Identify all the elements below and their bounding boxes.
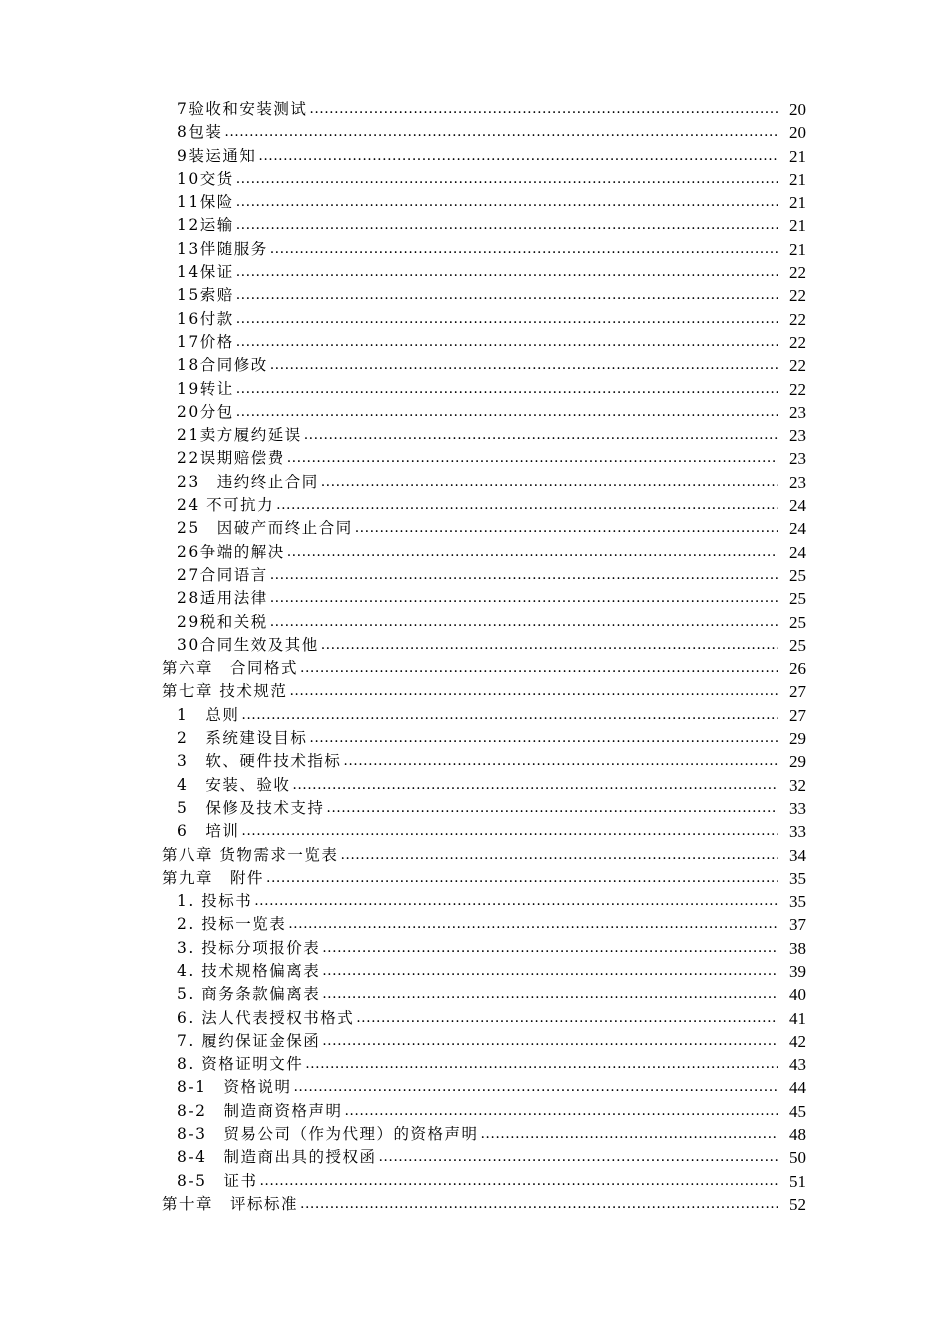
toc-entry-title: 第八章 货物需求一览表 [162, 845, 339, 864]
toc-entry[interactable] [0, 937, 950, 960]
toc-entry[interactable] [0, 797, 950, 820]
toc-entry-title: 第九章 附件 [162, 868, 265, 887]
dot-leader [304, 424, 778, 447]
dot-leader [270, 354, 778, 377]
toc-entry[interactable] [0, 284, 950, 307]
dot-leader [259, 1170, 778, 1193]
toc-entry-title: 5. 商务条款偏离表 [177, 985, 321, 1004]
dot-leader [340, 844, 778, 867]
toc-entry-title: 13伴随服务 [177, 239, 268, 258]
toc-entry-page: 21 [780, 238, 806, 261]
toc-entry-page: 26 [780, 657, 806, 680]
toc-entry[interactable] [0, 727, 950, 750]
toc-entry[interactable] [0, 121, 950, 144]
toc-entry-page: 29 [780, 727, 806, 750]
toc-entry-page: 21 [780, 214, 806, 237]
toc-entry-title: 26争端的解决 [177, 542, 285, 561]
dot-leader [343, 750, 778, 773]
dot-leader [276, 494, 778, 517]
toc-entry-title: 8-5 证书 [177, 1171, 258, 1190]
dot-leader [236, 378, 778, 401]
dot-leader [241, 820, 778, 843]
toc-entry[interactable] [0, 704, 950, 727]
toc-entry[interactable] [0, 1193, 950, 1216]
toc-entry-title: 第七章 技术规范 [162, 682, 288, 701]
toc-entry[interactable] [0, 564, 950, 587]
toc-entry-title: 25 因破产而终止合同 [177, 519, 353, 538]
toc-entry-title: 8-1 资格说明 [177, 1078, 292, 1097]
dot-leader [236, 401, 778, 424]
toc-entry[interactable] [0, 1170, 950, 1193]
toc-entry[interactable] [0, 238, 950, 261]
toc-entry-page: 33 [780, 797, 806, 820]
toc-entry[interactable] [0, 214, 950, 237]
dot-leader [480, 1123, 778, 1146]
dot-leader [224, 121, 778, 144]
toc-entry-page: 23 [780, 447, 806, 470]
toc-entry[interactable] [0, 145, 950, 168]
toc-entry-title: 16付款 [177, 309, 234, 328]
toc-entry-page: 27 [780, 704, 806, 727]
dot-leader [236, 308, 778, 331]
toc-entry-page: 40 [780, 983, 806, 1006]
toc-entry-title: 12运输 [177, 216, 234, 235]
dot-leader [321, 471, 778, 494]
toc-entry-page: 27 [780, 680, 806, 703]
toc-entry-page: 48 [780, 1123, 806, 1146]
dot-leader [355, 517, 778, 540]
dot-leader [287, 447, 778, 470]
dot-leader [305, 1053, 778, 1076]
toc-entry-page: 24 [780, 494, 806, 517]
toc-entry-page: 21 [780, 145, 806, 168]
dot-leader [300, 657, 778, 680]
dot-leader [309, 727, 778, 750]
dot-leader [270, 564, 778, 587]
dot-leader [236, 261, 778, 284]
dot-leader [322, 937, 778, 960]
toc-entry[interactable] [0, 331, 950, 354]
toc-entry-page: 52 [780, 1193, 806, 1216]
toc-entry-title: 24 不可抗力 [177, 496, 275, 515]
toc-entry[interactable] [0, 517, 950, 540]
toc-entry-page: 39 [780, 960, 806, 983]
toc-entry-page: 32 [780, 774, 806, 797]
toc-entry-title: 第六章 合同格式 [162, 659, 299, 678]
toc-entry-page: 20 [780, 121, 806, 144]
toc-entry-title: 27合同语言 [177, 565, 268, 584]
toc-entry[interactable] [0, 657, 950, 680]
toc-entry-page: 21 [780, 168, 806, 191]
dot-leader [322, 960, 778, 983]
toc-entry-page: 51 [780, 1170, 806, 1193]
toc-entry[interactable] [0, 378, 950, 401]
toc-entry[interactable] [0, 634, 950, 657]
toc-entry-title: 3 软、硬件技术指标 [177, 752, 342, 771]
toc-entry-title: 5 保修及技术支持 [177, 798, 325, 817]
toc-entry-page: 22 [780, 331, 806, 354]
toc-entry-title: 2. 投标一览表 [177, 915, 287, 934]
dot-leader [344, 1100, 778, 1123]
toc-entry-page: 23 [780, 471, 806, 494]
toc-entry-title: 29税和关税 [177, 612, 268, 631]
toc-entry-page: 23 [780, 401, 806, 424]
toc-entry-title: 15索赔 [177, 286, 234, 305]
toc-entry-title: 4 安装、验收 [177, 775, 291, 794]
toc-entry-page: 50 [780, 1146, 806, 1169]
toc-entry-title: 2 系统建设目标 [177, 729, 308, 748]
dot-leader [292, 774, 778, 797]
toc-entry-page: 45 [780, 1100, 806, 1123]
toc-entry[interactable] [0, 820, 950, 843]
toc-entry-title: 1 总则 [177, 705, 240, 724]
toc-entry[interactable] [0, 191, 950, 214]
toc-entry-page: 25 [780, 634, 806, 657]
toc-entry-page: 35 [780, 890, 806, 913]
toc-entry[interactable] [0, 680, 950, 703]
dot-leader [288, 913, 778, 936]
toc-entry-title: 8包装 [177, 123, 223, 142]
toc-entry-page: 21 [780, 191, 806, 214]
toc-entry-title: 9装运通知 [177, 146, 257, 165]
toc-entry-page: 22 [780, 261, 806, 284]
toc-entry-title: 第十章 评标标准 [162, 1194, 299, 1213]
dot-leader [236, 168, 778, 191]
toc-entry-title: 8-3 贸易公司（作为代理）的资格声明 [177, 1125, 479, 1144]
dot-leader [254, 890, 778, 913]
toc-entry[interactable] [0, 261, 950, 284]
toc-entry[interactable] [0, 541, 950, 564]
toc-entry-title: 19转让 [177, 379, 234, 398]
dot-leader [270, 587, 778, 610]
dot-leader [378, 1146, 778, 1169]
toc-entry-page: 33 [780, 820, 806, 843]
toc-entry[interactable] [0, 424, 950, 447]
toc-entry-page: 38 [780, 937, 806, 960]
toc-entry-title: 6 培训 [177, 822, 240, 841]
toc-entry[interactable] [0, 308, 950, 331]
toc-entry-page: 24 [780, 541, 806, 564]
toc-entry-title: 11保险 [177, 193, 234, 212]
toc-entry-page: 35 [780, 867, 806, 890]
toc-entry-page: 22 [780, 284, 806, 307]
toc-entry[interactable] [0, 354, 950, 377]
toc-entry[interactable] [0, 1123, 950, 1146]
dot-leader [289, 680, 778, 703]
toc-entry[interactable] [0, 1076, 950, 1099]
toc-entry-title: 4. 技术规格偏离表 [177, 961, 321, 980]
toc-entry-page: 29 [780, 750, 806, 773]
dot-leader [236, 331, 778, 354]
toc-entry-title: 6. 法人代表授权书格式 [177, 1008, 355, 1027]
toc-entry-page: 42 [780, 1030, 806, 1053]
toc-entry-title: 7验收和安装测试 [177, 100, 308, 118]
toc-entry-title: 8-2 制造商资格声明 [177, 1101, 343, 1120]
dot-leader [236, 284, 778, 307]
toc-entry-title: 17价格 [177, 332, 234, 351]
toc-entry[interactable] [0, 168, 950, 191]
toc-entry-title: 7. 履约保证金保函 [177, 1031, 321, 1050]
toc-entry-title: 22误期赔偿费 [177, 449, 285, 468]
toc-entry-title: 14保证 [177, 263, 234, 282]
dot-leader [293, 1076, 778, 1099]
toc-entry[interactable] [0, 983, 950, 1006]
dot-leader [258, 145, 778, 168]
toc-entry-page: 25 [780, 611, 806, 634]
dot-leader [326, 797, 778, 820]
dot-leader [241, 704, 778, 727]
toc-entry[interactable] [0, 447, 950, 470]
toc-entry-title: 1. 投标书 [177, 892, 253, 911]
toc-entry[interactable] [0, 867, 950, 890]
toc-entry-page: 44 [780, 1076, 806, 1099]
toc-entry-page: 22 [780, 308, 806, 331]
toc-entry[interactable] [0, 1007, 950, 1030]
toc-entry-page: 23 [780, 424, 806, 447]
table-of-contents [0, 98, 950, 1216]
dot-leader [266, 867, 778, 890]
toc-entry[interactable] [0, 1100, 950, 1123]
dot-leader [270, 238, 778, 261]
toc-entry-title: 8. 资格证明文件 [177, 1055, 304, 1074]
toc-entry-page: 25 [780, 564, 806, 587]
toc-entry[interactable] [0, 913, 950, 936]
toc-entry-title: 20分包 [177, 402, 234, 421]
toc-entry-page: 25 [780, 587, 806, 610]
toc-entry-page: 43 [780, 1053, 806, 1076]
toc-entry[interactable] [0, 587, 950, 610]
toc-entry-page: 37 [780, 913, 806, 936]
toc-entry[interactable] [0, 844, 950, 867]
dot-leader [236, 214, 778, 237]
toc-entry-page: 22 [780, 354, 806, 377]
toc-entry[interactable] [0, 401, 950, 424]
toc-entry[interactable] [0, 774, 950, 797]
toc-entry[interactable] [0, 1146, 950, 1169]
toc-entry[interactable] [0, 611, 950, 634]
dot-leader [321, 634, 778, 657]
toc-entry[interactable] [0, 890, 950, 913]
toc-entry-title: 30合同生效及其他 [177, 635, 319, 654]
toc-entry-title: 21卖方履约延误 [177, 426, 302, 445]
toc-entry[interactable] [0, 750, 950, 773]
toc-entry-page: 24 [780, 517, 806, 540]
dot-leader [322, 983, 778, 1006]
toc-entry[interactable] [0, 494, 950, 517]
toc-entry-page: 41 [780, 1007, 806, 1030]
toc-entry-title: 3. 投标分项报价表 [177, 938, 321, 957]
toc-entry[interactable] [0, 471, 950, 494]
toc-entry-page: 22 [780, 378, 806, 401]
dot-leader [309, 98, 778, 121]
toc-entry-page: 20 [780, 98, 806, 121]
toc-entry-title: 28适用法律 [177, 589, 268, 608]
toc-entry-page: 34 [780, 844, 806, 867]
toc-entry[interactable] [0, 98, 950, 121]
dot-leader [300, 1193, 778, 1216]
toc-entry[interactable] [0, 1030, 950, 1053]
toc-entry-title: 18合同修改 [177, 356, 268, 375]
toc-entry[interactable] [0, 960, 950, 983]
dot-leader [270, 611, 778, 634]
dot-leader [236, 191, 778, 214]
toc-entry-title: 8-4 制造商出具的授权函 [177, 1148, 377, 1167]
dot-leader [356, 1007, 778, 1030]
dot-leader [287, 541, 778, 564]
toc-entry[interactable] [0, 1053, 950, 1076]
dot-leader [322, 1030, 778, 1053]
toc-entry-title: 23 违约终止合同 [177, 472, 319, 491]
toc-entry-title: 10交货 [177, 169, 234, 188]
